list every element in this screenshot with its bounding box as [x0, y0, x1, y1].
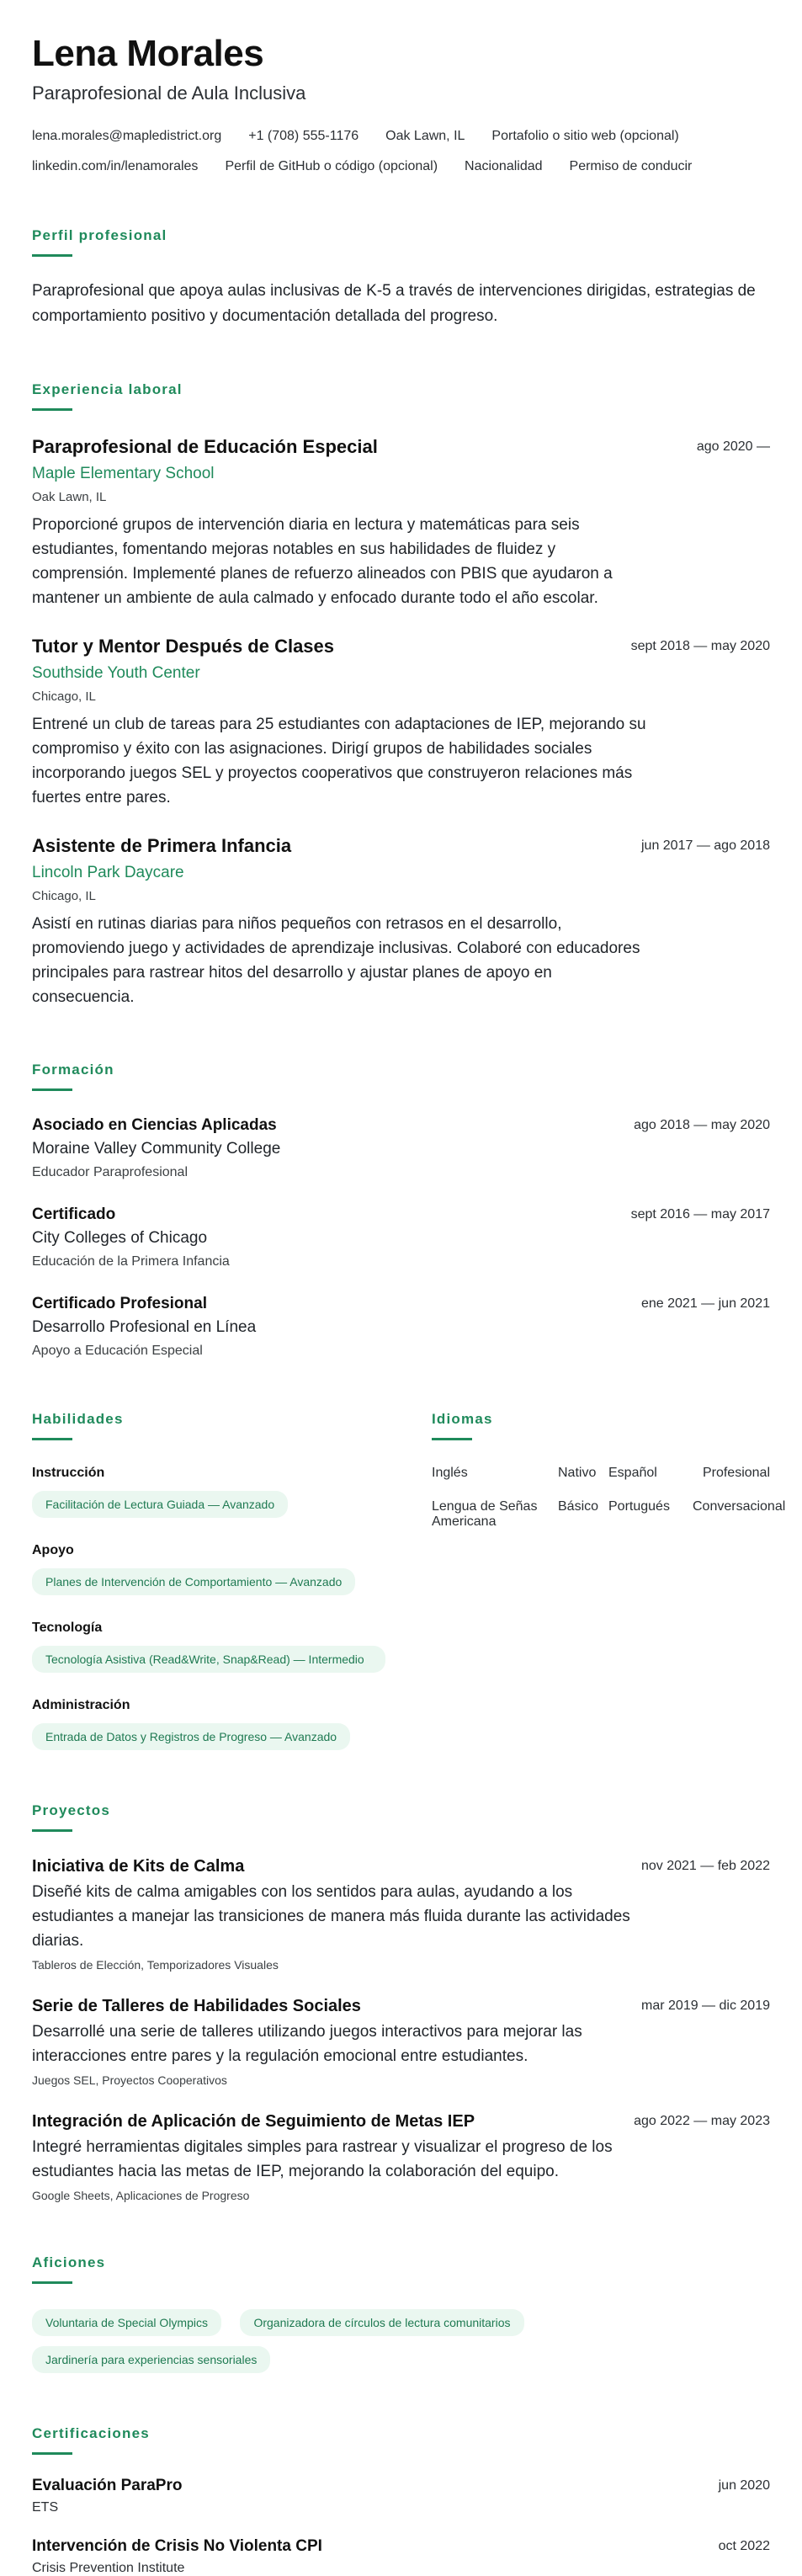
resume-header	[32, 32, 770, 175]
experience-location: Chicago, IL	[32, 889, 96, 903]
hobbies-section	[32, 2254, 770, 2373]
experience-section	[32, 381, 770, 1009]
language-level: Básico	[558, 1499, 599, 1514]
skill-category: Instrucción	[32, 1466, 105, 1480]
section-divider	[32, 254, 72, 257]
project-dates: mar 2019 — dic 2019	[641, 1999, 770, 2013]
section-title-hobbies: Aficiones	[32, 2254, 106, 2270]
experience-role: Tutor y Mentor Después de Clases	[32, 636, 335, 657]
project-description: Diseñé kits de calma amigables con los sentidos para aulas, ayudando a los estudiantes a manejar las transiciones de manera más fluida durante las actividades diarias.	[32, 1883, 630, 1950]
education-dates: sept 2016 — may 2017	[630, 1207, 770, 1221]
section-title-projects: Proyectos	[32, 1802, 111, 1818]
project-item	[32, 1857, 770, 1972]
language-name: Español	[608, 1466, 657, 1480]
section-divider	[32, 1088, 72, 1091]
certification-item	[32, 2537, 770, 2576]
experience-company: Southside Youth Center	[32, 664, 200, 682]
project-item	[32, 1997, 770, 2087]
contact-github[interactable]: Perfil de GitHub o código (opcional)	[225, 159, 438, 173]
education-item	[32, 1116, 770, 1180]
experience-location: Oak Lawn, IL	[32, 490, 107, 504]
project-item	[32, 2112, 770, 2202]
section-title-experience: Experiencia laboral	[32, 381, 183, 397]
skill-tag: Facilitación de Lectura Guiada — Avanzado	[32, 1491, 288, 1518]
certification-date: oct 2022	[718, 2539, 770, 2553]
language-name: Portugués	[608, 1499, 670, 1514]
project-tools: Tableros de Elección, Temporizadores Visuales	[32, 1958, 279, 1972]
project-tools: Google Sheets, Aplicaciones de Progreso	[32, 2189, 250, 2202]
contact-phone[interactable]: +1 (708) 555-1176	[248, 129, 359, 143]
education-field: Educación de la Primera Infancia	[32, 1254, 230, 1269]
language-name: Inglés	[432, 1466, 468, 1480]
education-item	[32, 1295, 770, 1359]
experience-location: Chicago, IL	[32, 689, 96, 704]
section-divider	[32, 408, 72, 411]
hobby-tag: Voluntaria de Special Olympics	[32, 2309, 221, 2336]
contact-portfolio[interactable]: Portafolio o sitio web (opcional)	[491, 129, 679, 143]
experience-dates: jun 2017 — ago 2018	[640, 838, 770, 853]
section-title-certifications: Certificaciones	[32, 2425, 150, 2441]
section-title-languages: Idiomas	[432, 1411, 493, 1427]
skills-section	[32, 1359, 390, 1750]
skill-tag: Planes de Intervención de Comportamiento — Avanzado	[32, 1568, 355, 1595]
experience-company: Lincoln Park Daycare	[32, 864, 184, 881]
experience-role: Asistente de Primera Infancia	[32, 835, 292, 856]
hobby-tags	[32, 2299, 773, 2373]
summary-section	[32, 227, 770, 329]
education-dates: ene 2021 — jun 2021	[640, 1296, 770, 1311]
skill-category: Tecnología	[32, 1621, 103, 1635]
education-degree: Certificado Profesional	[32, 1295, 207, 1312]
certifications-section	[32, 2425, 770, 2576]
section-title-education: Formación	[32, 1062, 114, 1078]
language-level: Profesional	[702, 1466, 770, 1480]
education-section	[32, 1062, 770, 1359]
education-item	[32, 1206, 770, 1269]
contact-linkedin[interactable]: linkedin.com/in/lenamorales	[32, 159, 199, 173]
skill-category: Administración	[32, 1698, 130, 1712]
certification-issuer: Crisis Prevention Institute	[32, 2561, 185, 2575]
education-field: Apoyo a Educación Especial	[32, 1344, 203, 1358]
contact-nationality: Nacionalidad	[465, 159, 543, 173]
education-school: Moraine Valley Community College	[32, 1140, 281, 1158]
experience-description: Proporcioné grupos de intervención diaria en lectura y matemáticas para seis estudiantes, fomentando mejoras notables en sus habilidades de fluidez y comprensión. Implementé planes de refuerzo alineados con PBIS que ayudaron a mantener un ambiente de aula calmado y enfocado durante todo el año escolar.	[32, 516, 613, 607]
experience-dates: sept 2018 — may 2020	[630, 639, 770, 653]
experience-description: Entrené un club de tareas para 25 estudiantes con adaptaciones de IEP, mejorando su compromiso y éxito con las asignaciones. Dirigí grupos de habilidades sociales incorporando juegos SEL y proyectos cooperativos que construyeron relaciones más fuertes entre pares.	[32, 716, 646, 806]
experience-dates: ago 2020 —	[696, 439, 770, 454]
project-title: Integración de Aplicación de Seguimiento de Metas IEP	[32, 2112, 475, 2131]
project-dates: ago 2022 — may 2023	[634, 2114, 770, 2128]
skill-tag: Tecnología Asistiva (Read&Write, Snap&Read) — Intermedio	[32, 1646, 385, 1673]
section-title-summary: Perfil profesional	[32, 227, 167, 243]
skill-group	[32, 1621, 390, 1673]
experience-item	[32, 835, 770, 1009]
project-title: Iniciativa de Kits de Calma	[32, 1857, 245, 1876]
skill-tag: Entrada de Datos y Registros de Progreso — Avanzado	[32, 1723, 350, 1750]
section-divider	[32, 2452, 72, 2455]
hobby-tag: Organizadora de círculos de lectura comunitarios	[240, 2309, 523, 2336]
languages-table	[432, 1466, 786, 1530]
projects-section	[32, 1802, 770, 2202]
contact-list	[32, 128, 770, 175]
education-degree: Asociado en Ciencias Aplicadas	[32, 1116, 277, 1134]
language-level: Nativo	[558, 1466, 597, 1480]
experience-role: Paraprofesional de Educación Especial	[32, 436, 378, 457]
contact-location: Oak Lawn, IL	[385, 129, 465, 143]
certification-issuer: ETS	[32, 2500, 59, 2515]
certification-item	[32, 2477, 770, 2515]
education-school: City Colleges of Chicago	[32, 1229, 208, 1247]
certification-name: Evaluación ParaPro	[32, 2477, 183, 2494]
section-divider	[432, 1438, 472, 1440]
section-title-skills: Habilidades	[32, 1411, 124, 1427]
section-divider	[32, 1438, 72, 1440]
education-field: Educador Paraprofesional	[32, 1165, 189, 1179]
experience-item	[32, 636, 770, 810]
candidate-name: Lena Morales	[32, 33, 264, 74]
summary-text: Paraprofesional que apoya aulas inclusivas de K-5 a través de intervenciones dirigidas, estrategias de comportamiento positivo y documentación detallada del progreso.	[32, 282, 756, 325]
candidate-headline: Paraprofesional de Aula Inclusiva	[32, 82, 306, 104]
contact-email[interactable]: lena.morales@mapledistrict.org	[32, 129, 222, 143]
skills-languages-row	[32, 1359, 786, 1750]
section-divider	[32, 1829, 72, 1832]
contact-driving-license: Permiso de conducir	[569, 159, 693, 173]
experience-item	[32, 436, 770, 610]
skill-group	[32, 1698, 390, 1750]
skill-category: Apoyo	[32, 1543, 74, 1557]
project-title: Serie de Talleres de Habilidades Sociales	[32, 1997, 361, 2015]
skill-group	[32, 1543, 390, 1595]
education-school: Desarrollo Profesional en Línea	[32, 1318, 257, 1336]
skill-group	[32, 1466, 390, 1518]
certification-date: jun 2020	[718, 2478, 770, 2493]
language-name: Lengua de Señas Americana	[432, 1499, 538, 1529]
project-tools: Juegos SEL, Proyectos Cooperativos	[32, 2073, 227, 2087]
project-description: Integré herramientas digitales simples para rastrear y visualizar el progreso de los estudiantes hacia las metas de IEP, mejorando la colaboración del equipo.	[32, 2138, 613, 2180]
section-divider	[32, 2281, 72, 2284]
language-level: Conversacional	[693, 1499, 786, 1514]
education-dates: ago 2018 — may 2020	[634, 1118, 770, 1132]
education-degree: Certificado	[32, 1206, 116, 1223]
certification-name: Intervención de Crisis No Violenta CPI	[32, 2537, 322, 2555]
experience-description: Asistí en rutinas diarias para niños pequeños con retrasos en el desarrollo, promoviendo juego y actividades de aprendizaje inclusivas. Colaboré con educadores principales para rastrear hitos del desarrollo y ajustar planes de apoyo en consecuencia.	[32, 915, 640, 1006]
project-dates: nov 2021 — feb 2022	[640, 1859, 770, 1873]
hobby-tag: Jardinería para experiencias sensoriales	[32, 2346, 270, 2373]
languages-section	[432, 1359, 786, 1750]
project-description: Desarrollé una serie de talleres utilizando juegos interactivos para mejorar las interacciones entre pares y la regulación emocional entre estudiantes.	[32, 2023, 582, 2065]
experience-company: Maple Elementary School	[32, 465, 215, 482]
